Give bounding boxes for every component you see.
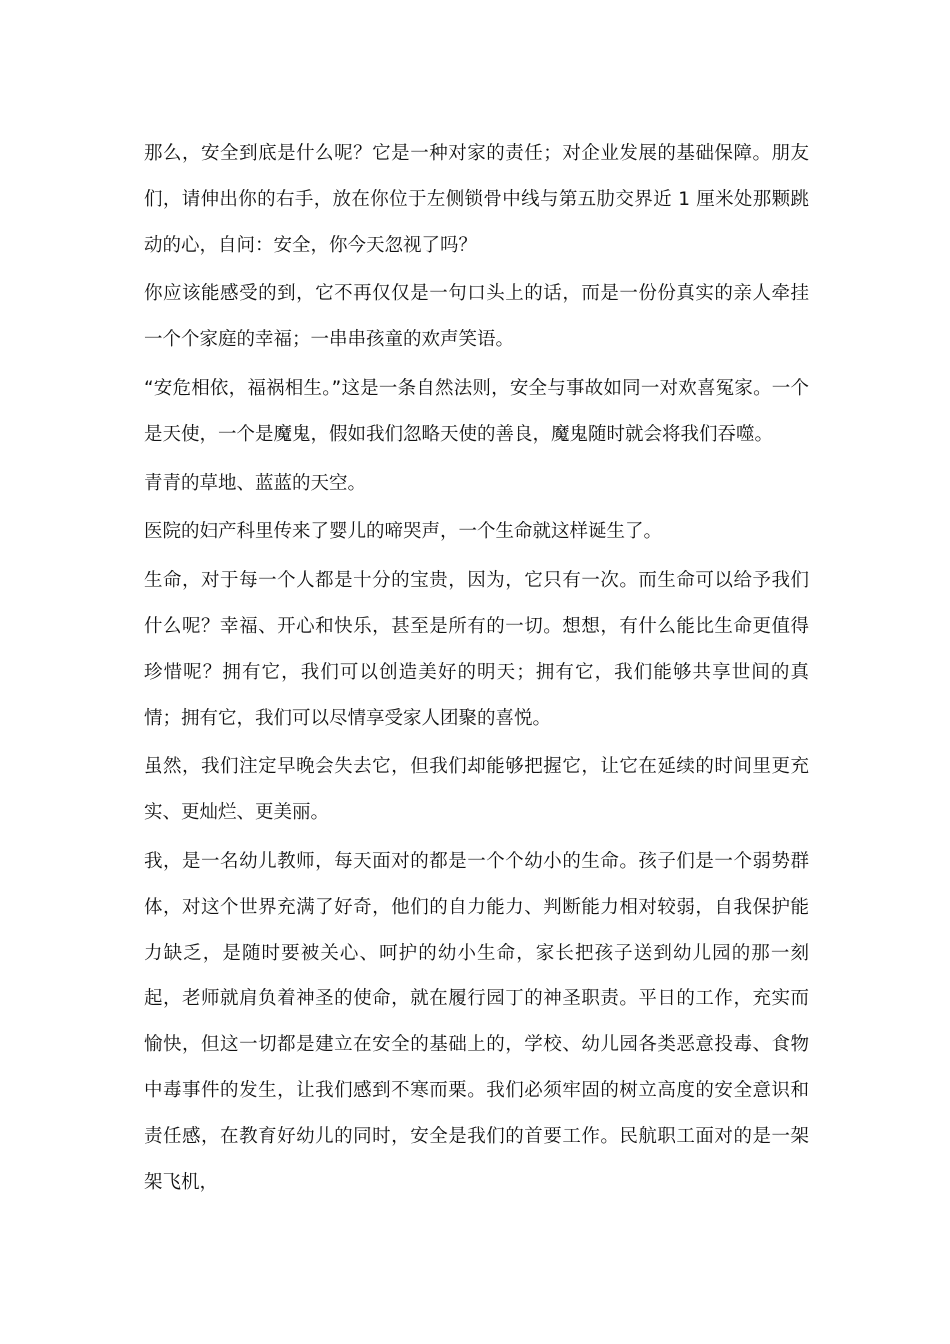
paragraph-8: 我，是一名幼儿教师，每天面对的都是一个个幼小的生命。孩子们是一个弱势群体，对这个世界充满了好奇，他们的自力能力、判断能力相对较弱，自我保护能力缺乏，是随时要被关心、呵护的幼小生命，家长把孩子送到幼儿园的那一刻起，老师就肩负着神圣的使命，就在履行园丁的神圣职责。平日的工作，充实而愉快，但这一切都是建立在安全的基础上的，学校、幼儿园各类恶意投毒、食物中毒事件的发生，让我们感到不寒而栗。我们必须牢固的树立高度的安全意识和责任感，在教育好幼儿的同时，安全是我们的首要工作。民航职工面对的是一架架飞机，	[144, 850, 809, 1193]
paragraph-1: 那么，安全到底是什么呢？它是一种对家的责任；对企业发展的基础保障。朋友们，请伸出你的右手，放在你位于左侧锁骨中线与第五肋交界近 1 厘米处那颗跳动的心，自问：安全，你今天忽视了吗？	[144, 143, 809, 256]
document-body	[144, 131, 809, 1208]
paragraph-4: 青青的草地、蓝蓝的天空。	[144, 472, 367, 494]
paragraph-2: 你应该能感受的到，它不再仅仅是一句口头上的话，而是一份份真实的亲人牵挂一个个家庭的幸福；一串串孩童的欢声笑语。	[144, 283, 809, 351]
paragraph-7: 虽然，我们注定早晚会失去它，但我们却能够把握它，让它在延续的时间里更充实、更灿烂、更美丽。	[144, 756, 809, 824]
paragraph-6: 生命，对于每一个人都是十分的宝贵，因为，它只有一次。而生命可以给予我们什么呢？幸福、开心和快乐，甚至是所有的一切。想想，有什么能比生命更值得珍惜呢？拥有它，我们可以创造美好的明天；拥有它，我们能够共享世间的真情；拥有它，我们可以尽情享受家人团聚的喜悦。	[144, 570, 809, 729]
paragraph-3: “安危相依，福祸相生。”这是一条自然法则，安全与事故如同一对欢喜冤家。一个是天使，一个是魔鬼，假如我们忽略天使的善良，魔鬼随时就会将我们吞噬。	[144, 377, 809, 445]
paragraph-5: 医院的妇产科里传来了婴儿的啼哭声，一个生命就这样诞生了。	[144, 521, 663, 543]
